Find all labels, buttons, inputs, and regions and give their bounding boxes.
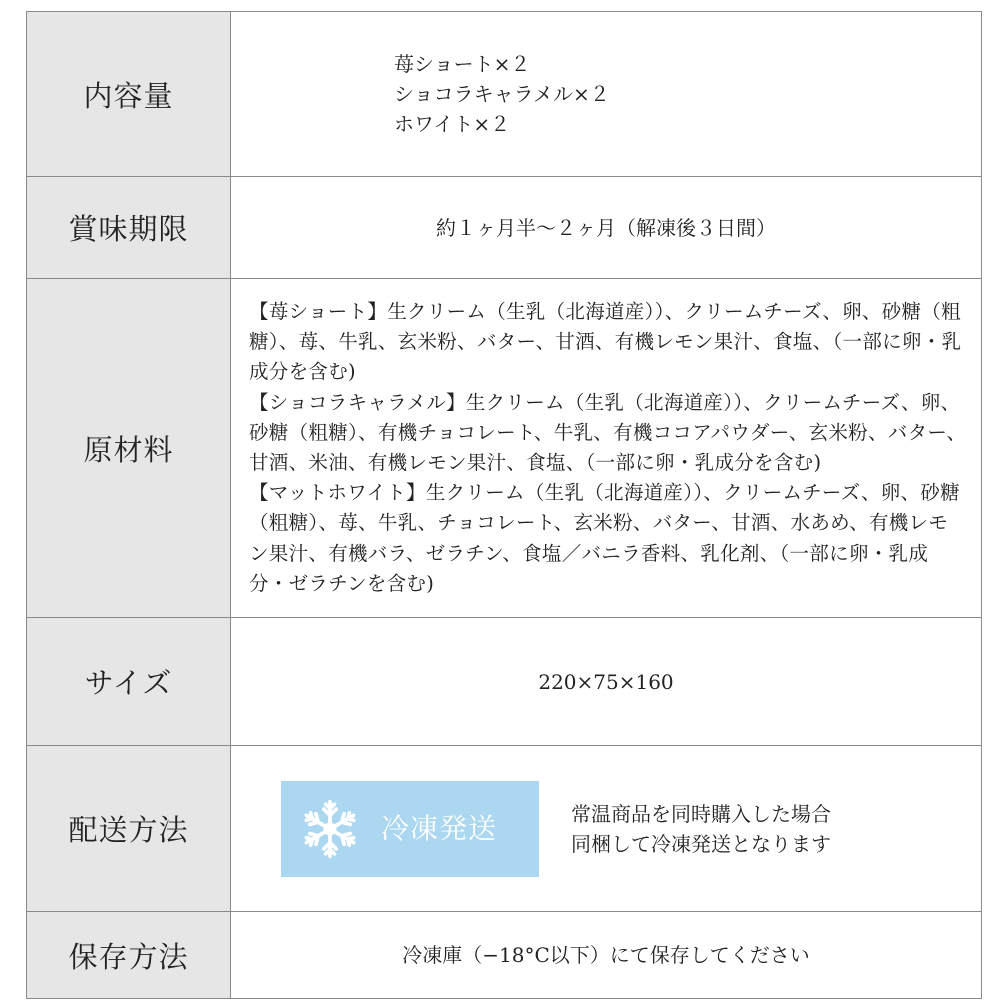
- row-size: [27, 618, 981, 746]
- content-line: 苺ショート×２: [394, 52, 531, 76]
- row-storage: [27, 912, 981, 998]
- shipping-value: [231, 746, 981, 911]
- shipping-note-line: 常温商品を同時購入した場合: [571, 801, 831, 826]
- storage-value: 冷凍庫（−18°C以下）にて保存してください: [402, 943, 810, 967]
- row-ingredients: [27, 279, 981, 618]
- size-value: 220×75×160: [538, 669, 674, 694]
- row-expiry: [27, 177, 981, 279]
- snowflake-icon: [299, 794, 361, 864]
- product-spec-table: [26, 11, 982, 999]
- content-value: [231, 12, 981, 176]
- content-line: ホワイト×２: [394, 112, 511, 136]
- label-expiry: 賞味期限: [27, 177, 231, 278]
- label-shipping: 配送方法: [27, 746, 231, 911]
- ingredients-value: [231, 279, 981, 617]
- badge-label: 冷凍発送: [381, 811, 498, 845]
- shipping-note: [571, 799, 831, 859]
- content-line: ショコラキャラメル×２: [394, 82, 610, 106]
- ingredients-paragraph: 【ショコラキャラメル】生クリーム（生乳（北海道産））、クリームチーズ、卵、砂糖（粗糖）、有機チョコレート、牛乳、有機ココアパウダー、玄米粉、バター、甘酒、米油、有機レモン果汁、食塩、（一部に卵・乳成分を含む): [249, 390, 967, 474]
- label-storage: 保存方法: [27, 912, 231, 998]
- label-ingredients: 原材料: [27, 279, 231, 617]
- label-size: サイズ: [27, 618, 231, 745]
- row-content: [27, 12, 981, 177]
- row-shipping: [27, 746, 981, 912]
- label-content: 内容量: [27, 12, 231, 176]
- shipping-note-line: 同梱して冷凍発送となります: [571, 831, 831, 856]
- ingredients-paragraph: 【マットホワイト】生クリーム（生乳（北海道産））、クリームチーズ、卵、砂糖（粗糖）、苺、牛乳、チョコレート、玄米粉、バター、甘酒、水あめ、有機レモン果汁、有機バラ、ゼラチン、食塩／バニラ香料、乳化剤、（一部に卵・乳成分・ゼラチンを含む): [249, 481, 960, 595]
- expiry-value: 約１ヶ月半〜２ヶ月（解凍後３日間）: [436, 215, 776, 240]
- frozen-shipping-badge: [281, 781, 539, 877]
- ingredients-paragraph: 【苺ショート】生クリーム（生乳（北海道産））、クリームチーズ、卵、砂糖（粗糖）、苺、牛乳、玄米粉、バター、甘酒、有機レモン果汁、食塩、（一部に卵・乳成分を含む): [249, 299, 962, 384]
